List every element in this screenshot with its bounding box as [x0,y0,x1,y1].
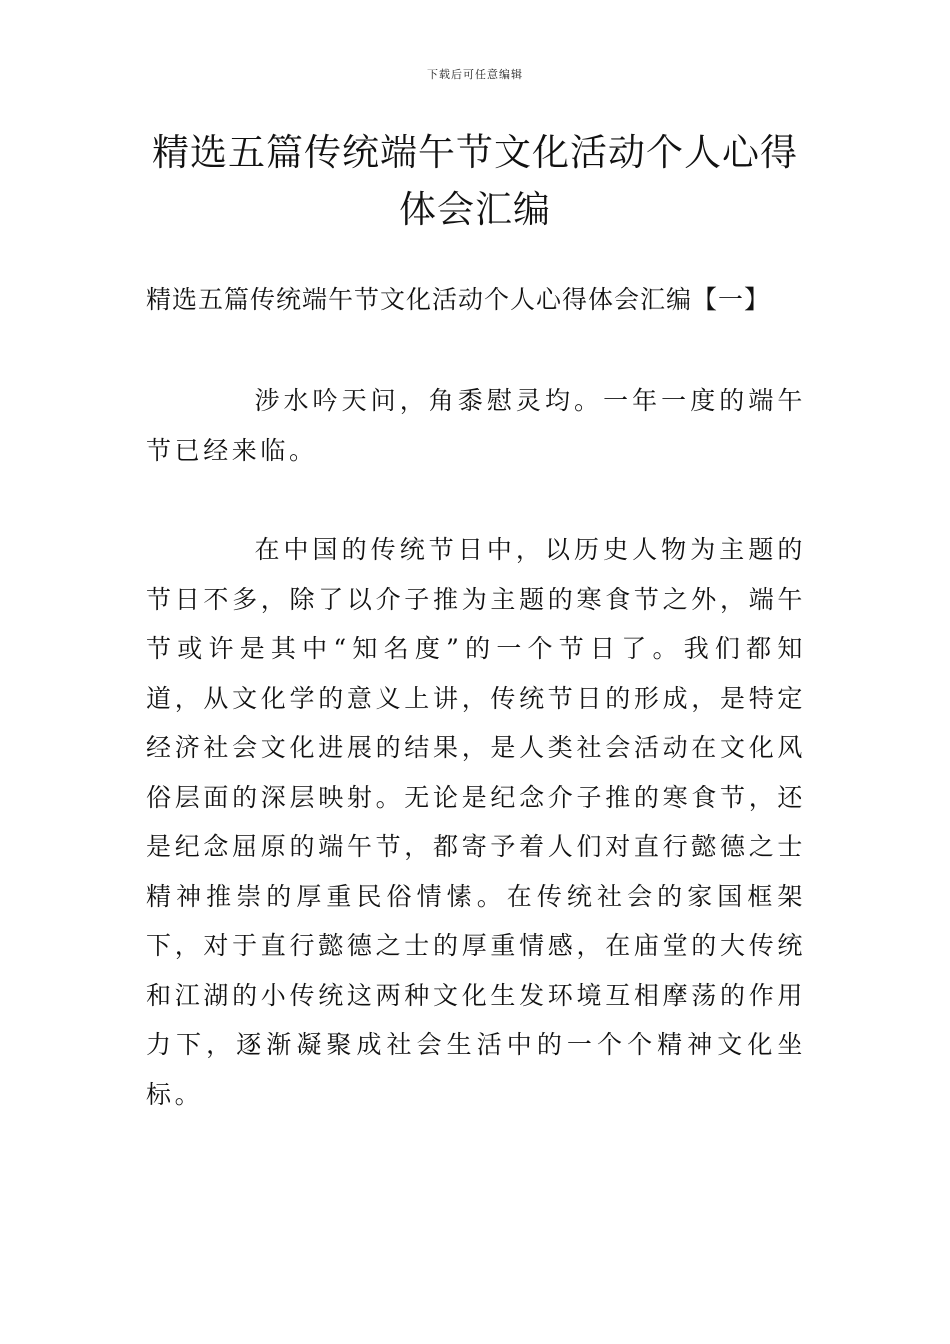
section-heading: 精选五篇传统端午节文化活动个人心得体会汇编【一】 [146,285,771,314]
paragraph-text: 涉水吟天问，角黍慰灵均。一年一度的端午节已经来临。 [146,386,806,465]
body-paragraph [146,525,806,1119]
body-paragraph [146,376,806,475]
paragraph-text: 在中国的传统节日中，以历史人物为主题的节日不多，除了以介子推为主题的寒食节之外，端午节或许是其中“知名度”的一个节日了。我们都知道，从文化学的意义上讲，传统节日的形成，是特定经济社会文化进展的结果，是人类社会活动在文化风俗层面的深层映射。无论是纪念介子推的寒食节，还是纪念屈原的端午节，都寄予着人们对直行懿德之士精神推崇的厚重民俗情愫。在传统社会的家国框架下，对于直行懿德之士的厚重情感，在庙堂的大传统和江湖的小传统这两种文化生发环境互相摩荡的作用力下，逐渐凝聚成社会生活中的一个个精神文化坐标。 [146,535,806,1109]
header-note: 下载后可任意编辑 [427,68,523,81]
document-title: 精选五篇传统端午节文化活动个人心得体会汇编 [152,131,798,231]
